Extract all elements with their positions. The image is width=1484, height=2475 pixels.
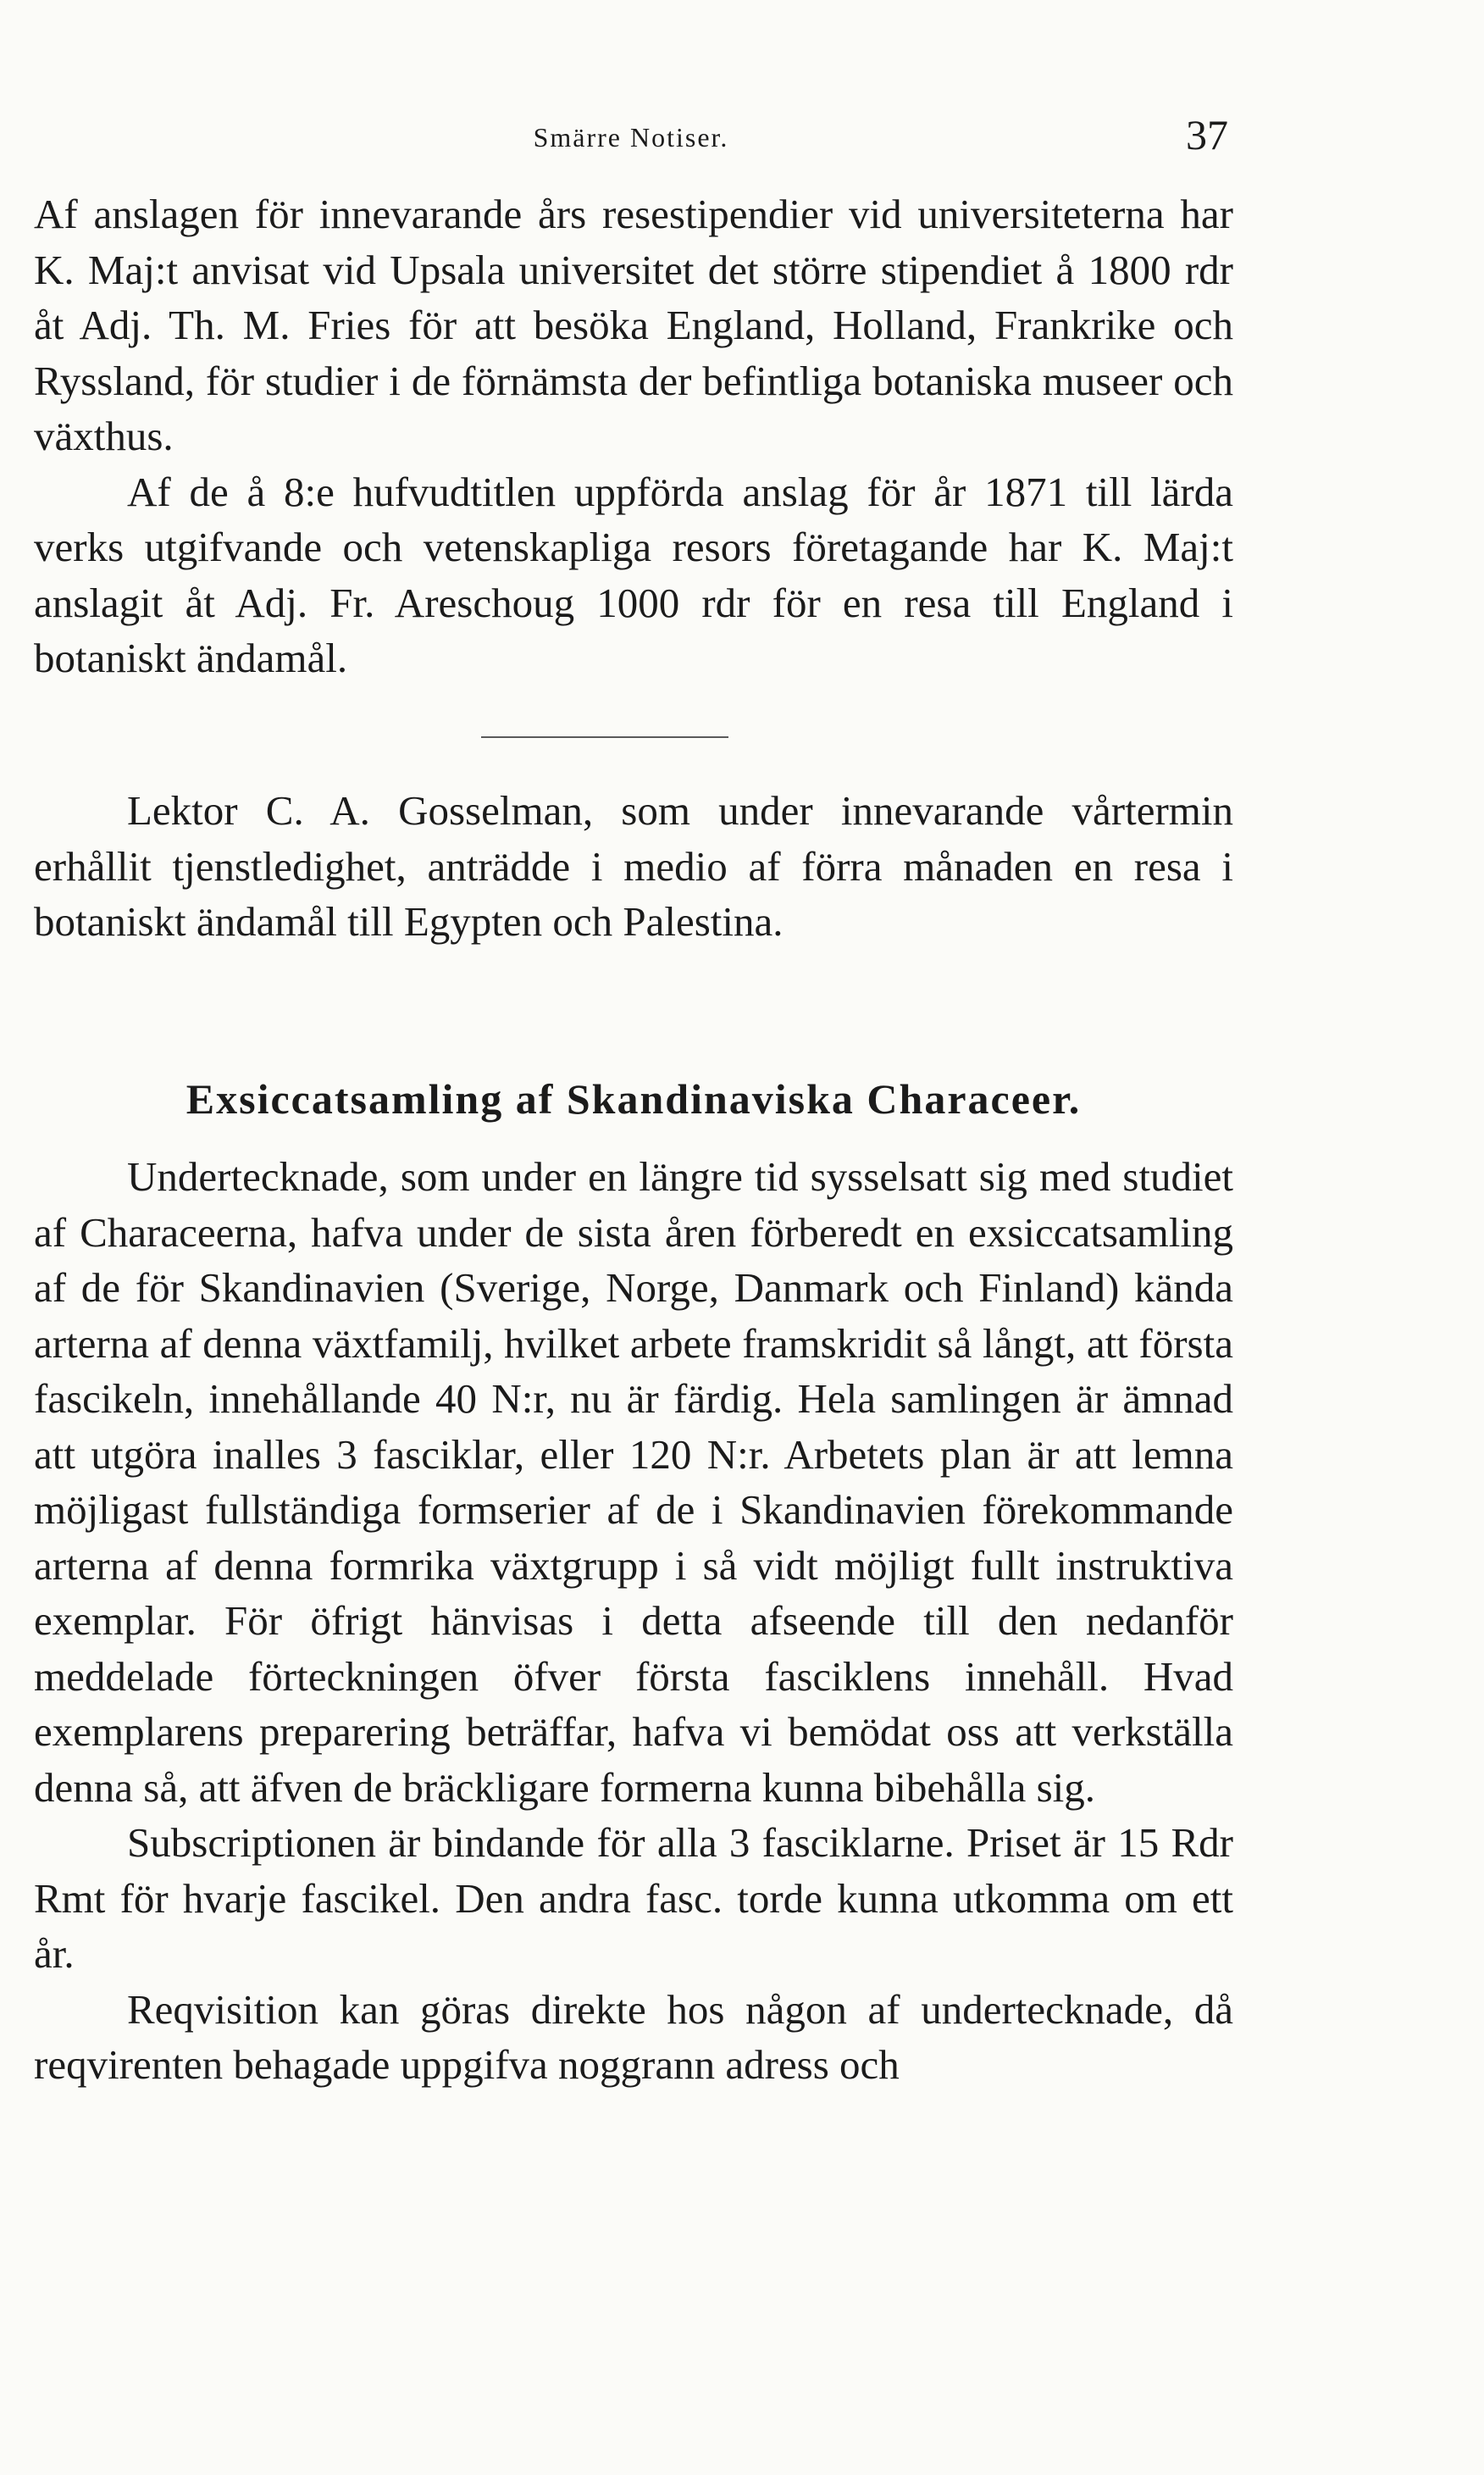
exsiccat-paragraph-3: Reqvisition kan göras direkte hos någon af undertecknade, då reqvirenten behagade uppgifva noggrann adress och xyxy=(34,1985,1233,2088)
exsiccat-section xyxy=(34,1069,1233,2093)
lektor-notice-block xyxy=(34,783,1233,950)
lektor-paragraph: Lektor C. A. Gosselman, som under innevarande vårtermin erhållit tjenstledighet, anträdde i medio af förra månaden en resa i botaniskt ändamål till Egypten och Palestina. xyxy=(34,787,1233,945)
section-heading: Exsiccatsamling af Skandinaviska Characeer. xyxy=(186,1075,1082,1123)
page-header xyxy=(34,110,1228,169)
stipend-paragraph-1: Af anslagen för innevarande års resestipendier vid universiteterna har K. Maj:t anvisat vid Upsala universitet det större stipendiet å 1800 rdr åt Adj. Th. M. Fries för att besöka England, Holland, Frankrike och Ryssland, för studier i de förnämsta der befintliga botaniska museer och växthus. xyxy=(34,191,1233,459)
section-divider xyxy=(481,736,728,738)
stipend-paragraph-2: Af de å 8:e hufvudtitlen uppförda anslag för år 1871 till lärda verks utgifvande och vetenskapliga resors företagande har K. Maj:t anslagit åt Adj. Fr. Areschoug 1000 rdr för en resa till England i botaniskt ändamål. xyxy=(34,468,1233,681)
running-title: Smärre Notiser. xyxy=(533,122,729,153)
stipend-notice-block xyxy=(34,186,1233,686)
exsiccat-paragraph-1: Undertecknade, som under en längre tid sysselsatt sig med studiet af Characeerna, hafva under de sista åren förberedt en exsiccatsamling af de för Skandinavien (Sverige, Norge, Danmark och Finland) kända arterna af denna växtfamilj, hvilket arbete framskridit så långt, att första fascikeln, innehållande 40 N:r, nu är färdig. Hela samlingen är ämnad att utgöra inalles 3 fasciklar, eller 120 N:r. Arbetets plan är att lemna möjligast fullständiga formserier af de i Skandinavien förekommande arterna af denna formrika växtgrupp i så vidt möjligt fullt instruktiva exemplar. För öfrigt hänvisas i detta afseende till den nedanför meddelade förteckningen öfver första fasciklens innehåll. Hvad exemplarens preparering beträffar, hafva vi bemödat oss att verkställa denna så, att äfven de bräckligare formerna kunna bibehålla sig. xyxy=(34,1153,1233,1811)
exsiccat-paragraph-2: Subscriptionen är bindande för alla 3 fasciklarne. Priset är 15 Rdr Rmt för hvarje fascikel. Den andra fasc. torde kunna utkomma om ett år. xyxy=(34,1819,1233,1977)
page-number: 37 xyxy=(1186,111,1228,158)
